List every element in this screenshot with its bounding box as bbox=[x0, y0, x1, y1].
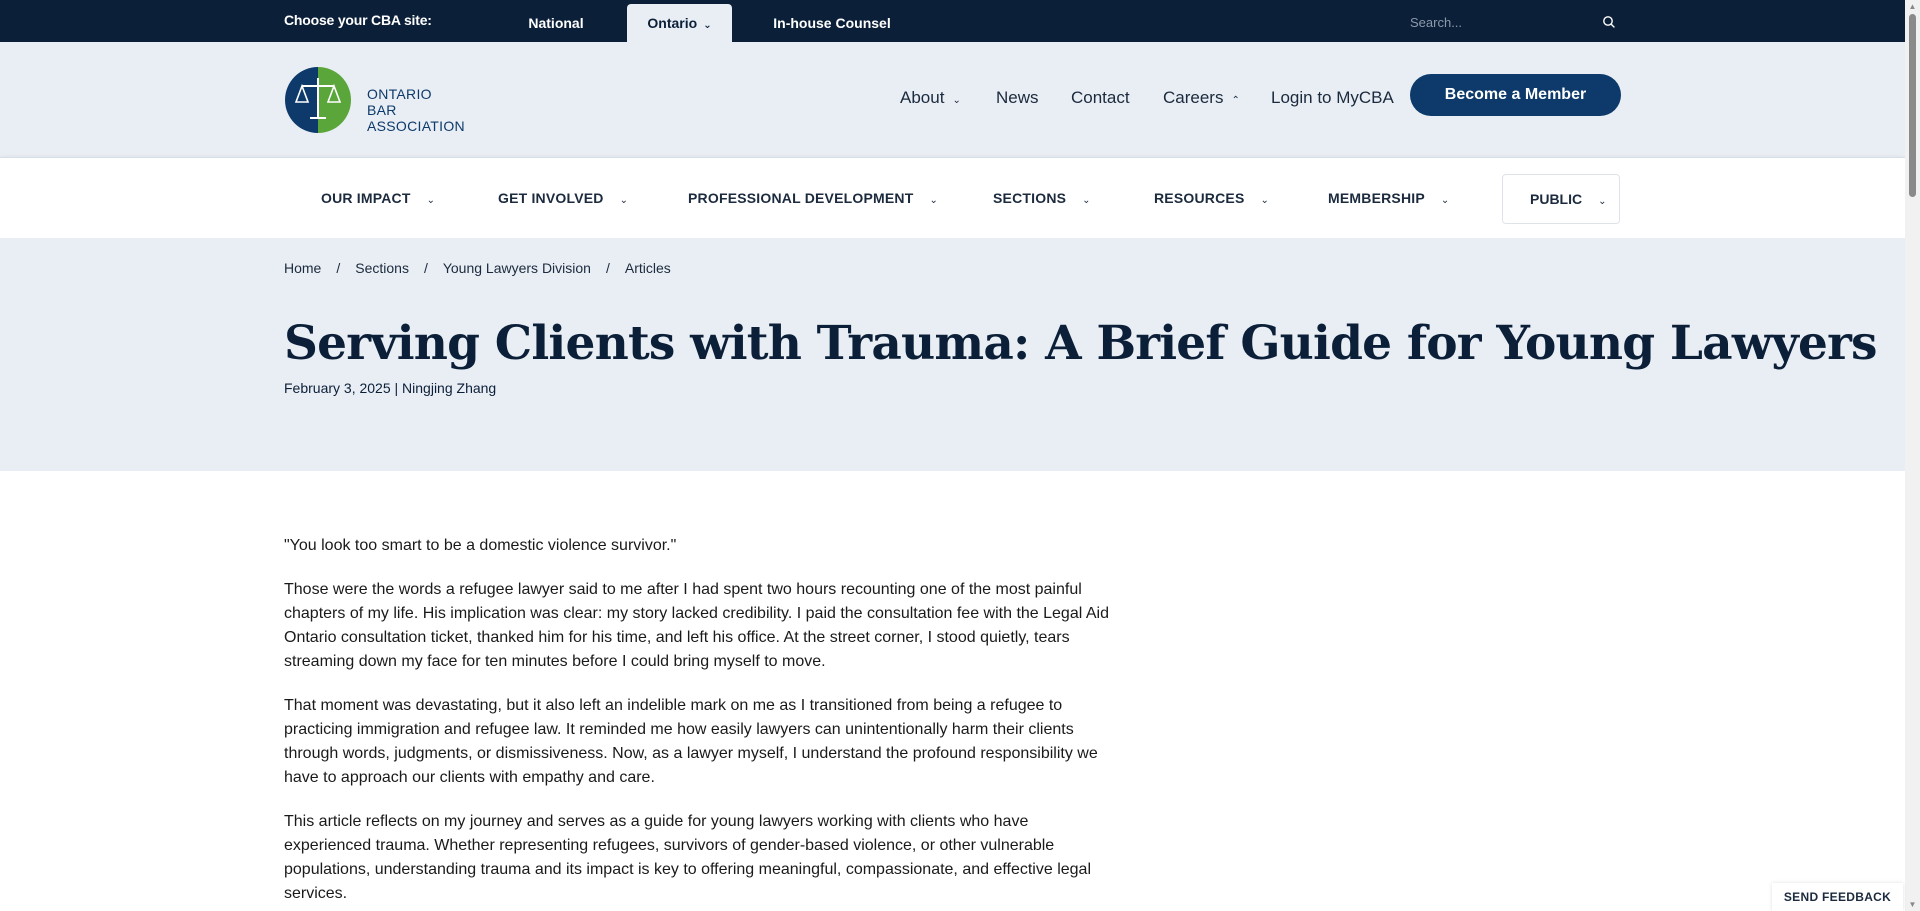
secnav-label: PROFESSIONAL DEVELOPMENT bbox=[688, 190, 914, 206]
chevron-down-icon: ⌄ bbox=[1440, 195, 1450, 206]
scrollbar-thumb[interactable] bbox=[1909, 14, 1916, 197]
article-date: February 3, 2025 bbox=[284, 380, 391, 396]
chevron-down-icon: ⌄ bbox=[426, 195, 436, 206]
breadcrumb-home[interactable]: Home bbox=[284, 260, 322, 276]
secnav-label: PUBLIC bbox=[1530, 191, 1583, 207]
secondary-nav bbox=[0, 157, 1905, 238]
site-tab-ontario-label: Ontario bbox=[647, 15, 698, 31]
nav-careers[interactable] bbox=[1163, 88, 1240, 108]
secnav-public[interactable] bbox=[1502, 174, 1620, 224]
article-hero bbox=[0, 238, 1905, 471]
nav-news[interactable]: News bbox=[996, 88, 1039, 107]
scroll-down-arrow-icon[interactable]: ▼ bbox=[1908, 900, 1917, 909]
secnav-label: OUR IMPACT bbox=[321, 190, 411, 206]
article-paragraph: "You look too smart to be a domestic violence survivor." bbox=[284, 537, 677, 554]
chevron-up-icon: ⌃ bbox=[1231, 95, 1240, 106]
article-paragraph: Those were the words a refugee lawyer said to me after I had spent two hours recounting one of the most painful chapters of my life. His implication was clear: my story lacked credibility. I paid the consultation fee with the Legal Aid Ontario consultation ticket, thanked him for his time, and left his office. At the street corner, I stood quietly, tears streaming down my face for ten minutes before I could bring myself to move. bbox=[284, 581, 1109, 670]
breadcrumb-articles[interactable]: Articles bbox=[624, 260, 671, 276]
logo-text bbox=[367, 86, 494, 134]
breadcrumb bbox=[284, 260, 671, 276]
chevron-down-icon: ⌄ bbox=[619, 195, 629, 206]
nav-about-label: About bbox=[900, 88, 945, 107]
article-author: Ningjing Zhang bbox=[402, 380, 497, 396]
site-logo[interactable] bbox=[284, 66, 494, 134]
chevron-down-icon: ⌄ bbox=[1598, 196, 1607, 207]
breadcrumb-sections[interactable]: Sections bbox=[355, 260, 409, 276]
search-icon[interactable] bbox=[1601, 14, 1617, 30]
become-member-button[interactable]: Become a Member bbox=[1410, 74, 1621, 116]
secnav-label: GET INVOLVED bbox=[498, 190, 604, 206]
logo-line-2: BAR ASSOCIATION bbox=[367, 102, 465, 134]
nav-login[interactable]: Login to MyCBA bbox=[1271, 88, 1394, 107]
search-input[interactable] bbox=[1395, 10, 1585, 34]
page-title: Serving Clients with Trauma: A Brief Guide for Young Lawyers bbox=[284, 316, 1877, 371]
nav-about[interactable] bbox=[900, 88, 961, 108]
article-meta bbox=[284, 380, 496, 396]
article-paragraph: That moment was devastating, but it also left an indelible mark on me as I transitioned from being a refugee to practicing immigration and refugee law. It reminded me how easily lawyers can unintentionally harm their clients through words, judgments, or dismissiveness. Now, as a lawyer myself, I understand the profound responsibility we have to approach our clients with empathy and care. bbox=[284, 697, 1098, 786]
secnav-professional-development[interactable] bbox=[688, 190, 938, 206]
nav-careers-label: Careers bbox=[1163, 88, 1224, 107]
page-scrollbar[interactable] bbox=[1905, 0, 1920, 911]
chevron-down-icon: ⌄ bbox=[952, 95, 961, 106]
secnav-get-involved[interactable] bbox=[498, 190, 628, 206]
article-body bbox=[284, 534, 1114, 911]
site-switcher-bar bbox=[0, 0, 1905, 42]
breadcrumb-young-lawyers-division[interactable]: Young Lawyers Division bbox=[442, 260, 591, 276]
oba-logo-icon bbox=[284, 66, 352, 134]
breadcrumb-separator: / bbox=[423, 260, 428, 276]
secnav-resources[interactable] bbox=[1154, 190, 1269, 206]
chevron-down-icon: ⌄ bbox=[703, 20, 712, 31]
breadcrumb-separator: / bbox=[336, 260, 341, 276]
site-tab-in-house-counsel[interactable]: In-house Counsel bbox=[773, 15, 891, 31]
chevron-down-icon: ⌄ bbox=[1260, 195, 1270, 206]
secnav-label: MEMBERSHIP bbox=[1328, 190, 1425, 206]
send-feedback-button[interactable]: SEND FEEDBACK bbox=[1772, 883, 1903, 911]
meta-separator: | bbox=[394, 380, 399, 396]
secnav-our-impact[interactable] bbox=[321, 190, 435, 206]
site-tab-ontario[interactable] bbox=[627, 4, 732, 42]
site-tab-national[interactable]: National bbox=[528, 15, 584, 31]
secnav-sections[interactable] bbox=[993, 190, 1091, 206]
chevron-down-icon: ⌄ bbox=[929, 195, 939, 206]
article-paragraph: This article reflects on my journey and serves as a guide for young lawyers working with clients who have experienced trauma. Whether representing refugees, survivors of gender-based violence, or other vulnerable populations, understanding trauma and its impact is key to offering meaningful, compassionate, and effective legal services. bbox=[284, 813, 1092, 902]
logo-line-1: ONTARIO bbox=[367, 86, 432, 102]
chevron-down-icon: ⌄ bbox=[1082, 195, 1091, 206]
scroll-up-arrow-icon[interactable]: ▲ bbox=[1908, 2, 1917, 11]
nav-contact[interactable]: Contact bbox=[1071, 88, 1130, 107]
breadcrumb-separator: / bbox=[605, 260, 610, 276]
secnav-label: SECTIONS bbox=[993, 190, 1067, 206]
secnav-label: RESOURCES bbox=[1154, 190, 1245, 206]
choose-site-label: Choose your CBA site: bbox=[284, 12, 432, 28]
secnav-membership[interactable] bbox=[1328, 190, 1450, 206]
search-box bbox=[1395, 10, 1617, 34]
